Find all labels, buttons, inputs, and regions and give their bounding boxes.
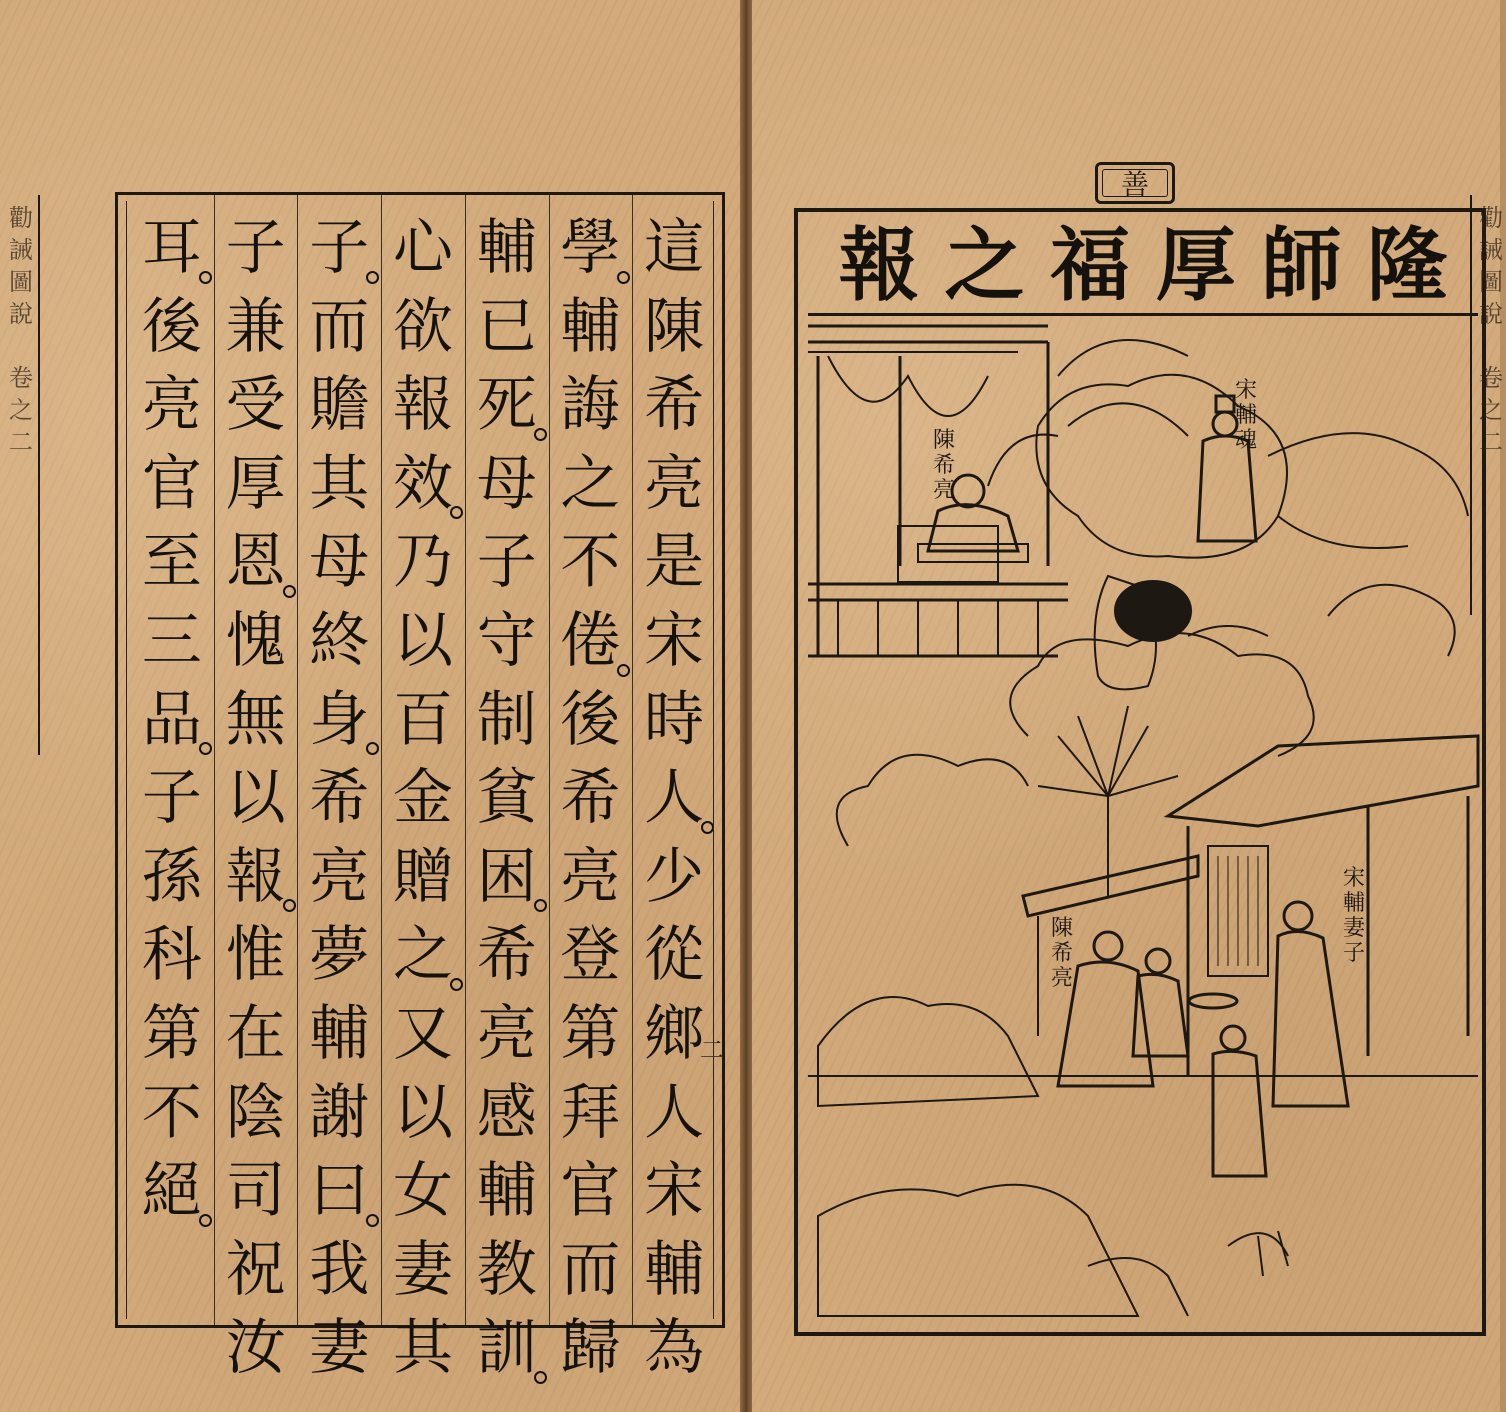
text-column [548, 209, 632, 1384]
text-glyph: 厚 [225, 448, 286, 519]
text-glyph: 宋 [644, 605, 705, 676]
text-glyph: 贍 [309, 370, 370, 441]
text-glyph: 陰 [225, 1077, 286, 1148]
text-glyph: 子 [297, 209, 381, 288]
column-rule [214, 195, 215, 1325]
text-glyph: 妻 [393, 1234, 453, 1305]
text-glyph: 恩 [214, 523, 298, 602]
label-chen-xiliang-upper: 陳 希 亮 [932, 428, 955, 503]
text-glyph: 官 [141, 448, 202, 519]
virtue-tag [1095, 162, 1175, 204]
text-glyph: 歸 [560, 1313, 621, 1384]
text-glyph: 謝 [309, 1077, 370, 1148]
text-glyph: 子 [476, 527, 537, 598]
text-glyph: 報 [393, 370, 453, 441]
folio-number: 二 [700, 1036, 724, 1064]
text-glyph: 夢 [309, 920, 370, 991]
text-glyph: 之 [560, 448, 621, 519]
text-glyph: 亮 [644, 448, 705, 519]
text-column [381, 209, 465, 1384]
text-glyph: 兼 [225, 291, 286, 362]
column-rule [297, 195, 298, 1325]
figure-son [1213, 1026, 1266, 1176]
text-glyph: 科 [141, 920, 202, 991]
text-glyph: 後 [141, 291, 202, 362]
text-glyph: 子 [225, 213, 286, 283]
text-glyph: 時 [644, 684, 705, 755]
text-glyph: 無 [225, 684, 286, 755]
text-glyph: 又 [393, 998, 453, 1069]
text-glyph: 之 [381, 916, 465, 995]
book-gutter [740, 0, 752, 1412]
text-glyph: 惟 [225, 920, 286, 991]
text-glyph: 人 [644, 1077, 705, 1148]
label-chen-xiliang-lower: 陳 希 亮 [1050, 916, 1073, 991]
text-glyph: 宋 [644, 1156, 705, 1227]
text-glyph: 妻 [309, 1313, 370, 1384]
text-glyph: 登 [560, 920, 621, 991]
text-glyph: 拜 [560, 1077, 621, 1148]
text-glyph: 曰 [297, 1152, 381, 1231]
text-glyph: 欲 [393, 291, 453, 362]
text-glyph: 百 [393, 684, 453, 755]
label-song-fu-ghost: 宋 輔 魂 [1234, 378, 1257, 453]
text-glyph: 至 [141, 527, 202, 598]
text-glyph: 倦 [548, 602, 632, 681]
text-glyph: 希 [560, 763, 621, 834]
label-song-fu-wife-son: 宋 輔 妻 子 [1342, 866, 1365, 966]
text-glyph: 已 [476, 291, 537, 362]
column-rule [549, 195, 550, 1325]
text-glyph: 鄉 [644, 998, 705, 1069]
text-glyph: 不 [560, 527, 621, 598]
text-glyph: 心 [393, 213, 453, 283]
text-glyph: 輔 [560, 291, 621, 362]
text-glyph: 在 [225, 998, 286, 1069]
text-glyph: 訓 [465, 1309, 549, 1388]
left-edge-strip: 勸 誡 圖 說 卷 之 二 [2, 195, 40, 755]
text-glyph: 第 [560, 998, 621, 1069]
text-glyph: 學 [548, 209, 632, 288]
title-glyph: 隆 [1367, 217, 1448, 312]
text-glyph: 死 [465, 366, 549, 445]
text-glyph: 報 [214, 838, 298, 917]
text-column [632, 209, 716, 1384]
text-glyph: 乃 [393, 527, 453, 598]
virtue-tag-text: 善 [1120, 168, 1149, 201]
rocks-foreground [818, 997, 1288, 1316]
column-rule [632, 195, 633, 1325]
text-glyph: 愧 [225, 605, 286, 676]
illustration-title [808, 216, 1478, 316]
text-glyph: 以 [393, 1077, 453, 1148]
text-glyph: 第 [141, 998, 202, 1069]
text-column [297, 209, 381, 1384]
text-glyph: 身 [297, 681, 381, 760]
text-glyph: 輔 [476, 1156, 537, 1227]
text-glyph: 金 [393, 763, 453, 834]
text-glyph: 這 [644, 213, 705, 283]
text-glyph: 亮 [476, 998, 537, 1069]
text-glyph: 是 [644, 527, 705, 598]
text-glyph: 以 [225, 763, 286, 834]
text-glyph: 誨 [560, 370, 621, 441]
text-glyph: 其 [393, 1313, 453, 1384]
text-glyph: 亮 [141, 370, 202, 441]
text-glyph: 品 [130, 681, 214, 760]
text-glyph: 受 [225, 370, 286, 441]
text-glyph: 而 [309, 291, 370, 362]
title-glyph: 師 [1261, 217, 1342, 312]
text-glyph: 亮 [560, 841, 621, 912]
text-glyph: 終 [309, 605, 370, 676]
text-column [214, 209, 298, 1384]
text-glyph: 教 [476, 1234, 537, 1305]
text-glyph: 絕 [130, 1152, 214, 1231]
text-glyph: 從 [644, 920, 705, 991]
text-glyph: 母 [309, 527, 370, 598]
text-glyph: 制 [476, 684, 537, 755]
text-glyph: 困 [465, 838, 549, 917]
text-glyph: 以 [393, 605, 453, 676]
text-glyph: 耳 [130, 209, 214, 288]
text-glyph: 少 [644, 841, 705, 912]
text-column [465, 209, 549, 1384]
title-glyph: 之 [944, 217, 1025, 312]
right-edge-strip: 勸 誡 圖 說 卷 之 二 [1470, 195, 1502, 615]
title-glyph: 厚 [1155, 217, 1236, 312]
text-glyph: 女 [393, 1156, 453, 1227]
text-column [130, 209, 214, 1319]
text-glyph: 人 [632, 759, 716, 838]
text-block [115, 192, 725, 1384]
title-glyph: 福 [1050, 217, 1131, 312]
column-rule [465, 195, 466, 1325]
text-glyph: 希 [309, 763, 370, 834]
text-glyph: 司 [225, 1156, 286, 1227]
column-rule [381, 195, 382, 1325]
text-glyph: 母 [476, 448, 537, 519]
text-glyph: 亮 [309, 841, 370, 912]
text-glyph: 陳 [644, 291, 705, 362]
text-glyph: 貧 [476, 763, 537, 834]
text-glyph: 祝 [225, 1234, 286, 1305]
tree [1058, 340, 1191, 689]
text-glyph: 感 [476, 1077, 537, 1148]
text-glyph: 效 [381, 445, 465, 524]
text-glyph: 贈 [393, 841, 453, 912]
text-glyph: 其 [309, 448, 370, 519]
text-glyph: 官 [560, 1156, 621, 1227]
text-glyph: 子 [141, 763, 202, 834]
text-glyph: 為 [644, 1313, 705, 1384]
text-glyph: 汝 [225, 1313, 286, 1384]
tree-center [1038, 706, 1178, 896]
text-glyph: 希 [644, 370, 705, 441]
text-glyph: 不 [141, 1077, 202, 1148]
text-glyph: 後 [560, 684, 621, 755]
text-glyph: 輔 [644, 1234, 705, 1305]
text-glyph: 輔 [476, 213, 537, 283]
text-glyph: 而 [560, 1234, 621, 1305]
text-glyph: 輔 [309, 998, 370, 1069]
text-glyph: 守 [476, 605, 537, 676]
title-glyph: 報 [838, 217, 919, 312]
text-glyph: 我 [309, 1234, 370, 1305]
text-glyph: 三 [141, 605, 202, 676]
text-glyph: 孫 [141, 841, 202, 912]
woodblock-scene [808, 316, 1478, 1328]
dream-cloud [988, 375, 1468, 558]
text-glyph: 希 [476, 920, 537, 991]
